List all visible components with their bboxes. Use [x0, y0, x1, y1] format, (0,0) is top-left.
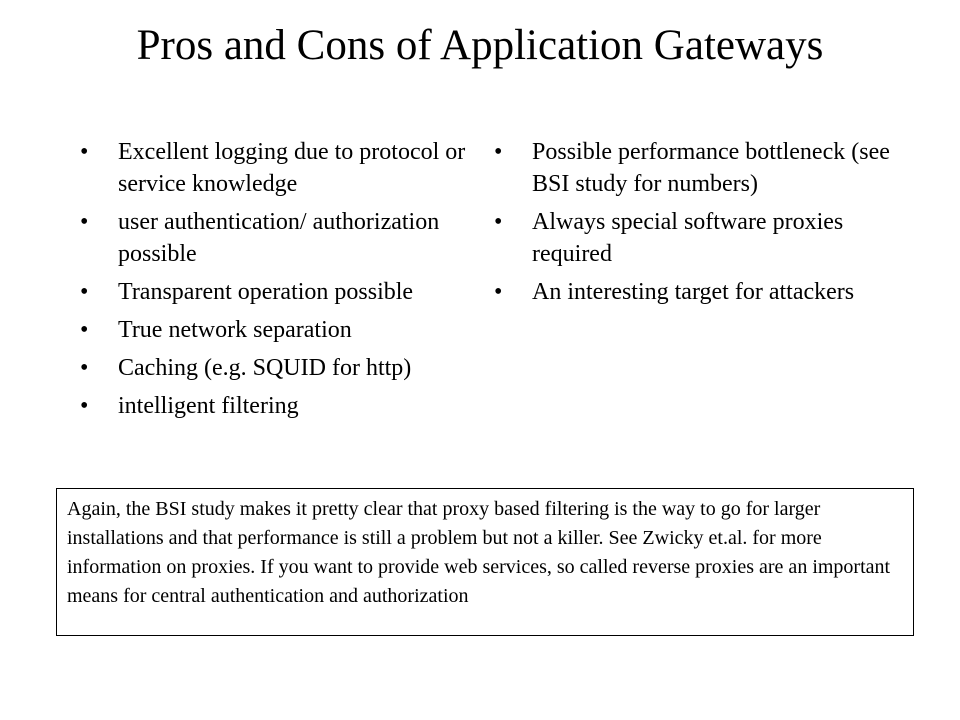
list-item-text: Excellent logging due to protocol or service knowledge [118, 139, 466, 197]
list-item-text: intelligent filtering [118, 393, 299, 419]
bullet-icon: • [494, 279, 503, 305]
list-item [80, 314, 480, 346]
list-item [494, 136, 894, 200]
list-item [494, 206, 894, 270]
slide-title: Pros and Cons of Application Gateways [136, 22, 824, 69]
bullet-icon: • [80, 393, 89, 419]
list-item [80, 276, 480, 308]
bullet-icon: • [80, 279, 89, 305]
list-item-text: Caching (e.g. SQUID for http) [118, 355, 412, 381]
list-item [80, 352, 480, 384]
list-item-text: Transparent operation possible [118, 279, 414, 305]
list-item [80, 390, 480, 422]
bullet-icon: • [80, 355, 89, 381]
list-item-text: Possible performance bottleneck (see BSI study for numbers) [532, 139, 890, 197]
bullet-icon: • [80, 209, 89, 235]
speaker-note-box: Again, the BSI study makes it pretty clear that proxy based filtering is the way to go for larger installations and that performance is still a problem but not a killer. See Zwicky et.al. for more information on proxies. If you want to provide web services, so called reverse proxies are an important means for central authentication and authorization [56, 488, 914, 636]
list-item [80, 206, 480, 270]
list-item-text: Always special software proxies required [532, 209, 844, 267]
list-item [494, 276, 894, 308]
bullet-icon: • [80, 139, 89, 165]
list-item [80, 136, 480, 200]
list-item-text: user authentication/ authorization possible [118, 209, 440, 267]
pros-list [80, 136, 480, 428]
bullet-icon: • [494, 139, 503, 165]
list-item-text: An interesting target for attackers [532, 279, 855, 305]
list-item-text: True network separation [118, 317, 352, 343]
bullet-icon: • [80, 317, 89, 343]
bullet-icon: • [494, 209, 503, 235]
cons-list [494, 136, 894, 314]
